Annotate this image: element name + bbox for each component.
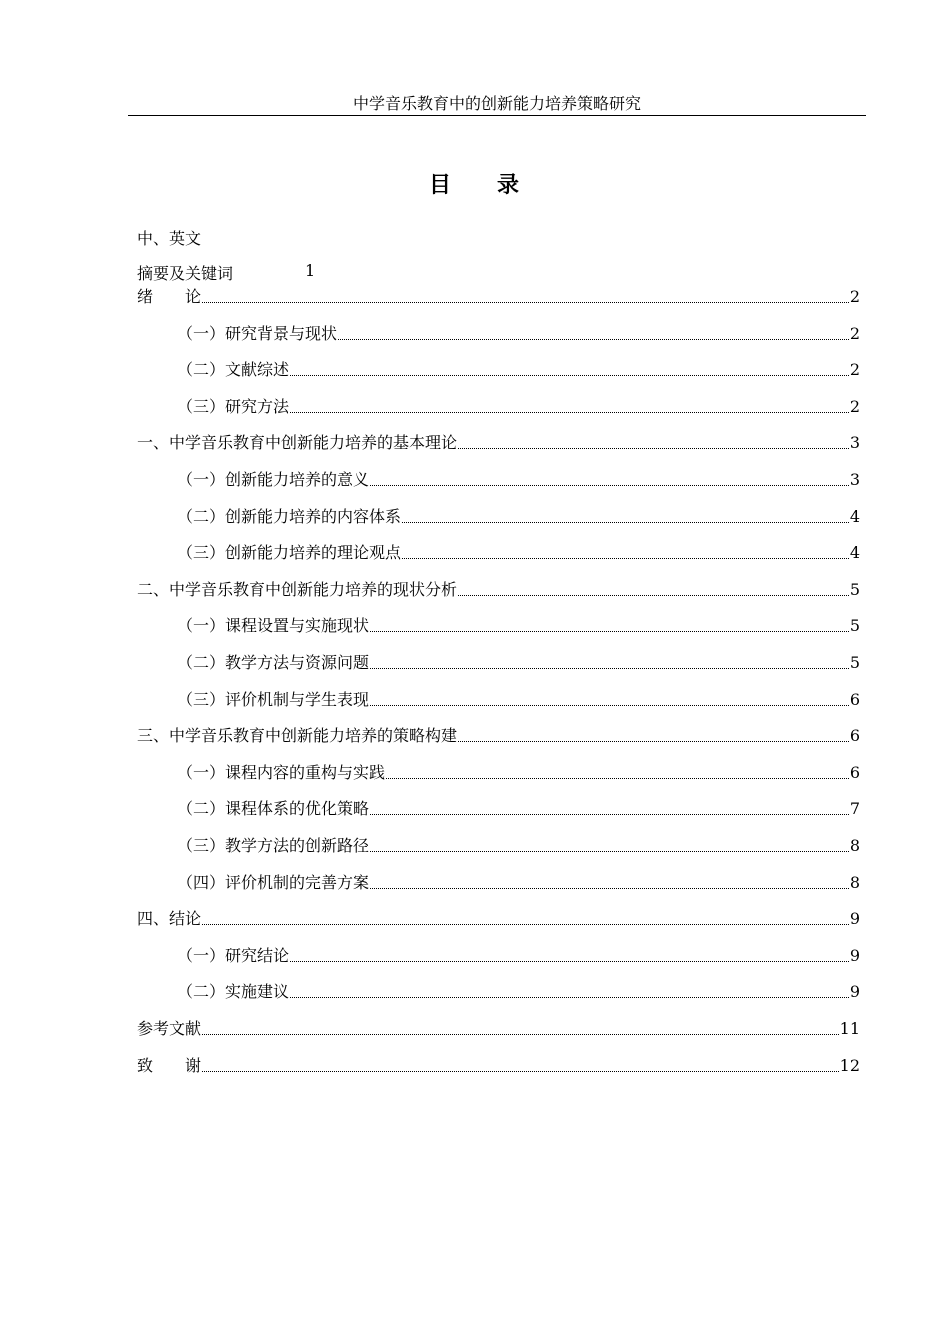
- toc-entry-page: 2: [849, 396, 860, 416]
- toc-entry[interactable]: [177, 762, 860, 784]
- toc-entry[interactable]: [177, 359, 860, 381]
- toc-entry[interactable]: [137, 1055, 860, 1077]
- toc-entry[interactable]: [137, 286, 860, 308]
- toc-entry-label: 一、中学音乐教育中创新能力培养的基本理论: [137, 433, 458, 453]
- toc-entry-page: 9: [849, 909, 860, 929]
- toc-entry-label: （二）文献综述: [177, 360, 290, 380]
- toc-entry[interactable]: [177, 323, 860, 345]
- toc-leader-dots: [370, 484, 849, 486]
- toc-leader-dots: [458, 447, 849, 449]
- toc-entry-page: 2: [849, 360, 860, 380]
- toc-entry-label: （二）实施建议: [177, 982, 290, 1002]
- toc-entry-label: 致 谢: [137, 1055, 202, 1075]
- toc-entry-label: （三）研究方法: [177, 396, 290, 416]
- toc-entry-label: （三）教学方法的创新路径: [177, 836, 370, 855]
- toc-leader-dots: [290, 411, 849, 413]
- toc-leader-dots: [202, 1033, 839, 1035]
- toc-entry-label: 参考文献: [137, 1019, 202, 1038]
- toc-entry-page: 9: [849, 945, 860, 965]
- toc-entry[interactable]: [177, 835, 860, 857]
- toc-entry[interactable]: [177, 396, 860, 418]
- toc-entry[interactable]: [177, 542, 860, 564]
- toc-leader-dots: [370, 630, 849, 632]
- toc-entry-label: （四）评价机制的完善方案: [177, 872, 370, 892]
- toc-entry-page: 6: [849, 689, 860, 709]
- toc-leader-dots: [370, 813, 849, 815]
- preamble-line-1: 中、英文: [137, 229, 202, 248]
- header-rule: [128, 115, 866, 116]
- toc-leader-dots: [458, 740, 849, 742]
- toc-leader-dots: [202, 301, 849, 303]
- toc-entry-label: （一）创新能力培养的意义: [177, 470, 370, 489]
- toc-leader-dots: [386, 777, 849, 779]
- toc-leader-dots: [402, 557, 849, 559]
- toc-entry[interactable]: [177, 469, 860, 491]
- toc-entry-page: 2: [849, 323, 860, 343]
- toc-entry-page: 6: [849, 726, 860, 746]
- toc-entry-page: 8: [849, 872, 860, 892]
- toc-leader-dots: [338, 338, 849, 340]
- toc-entry-label: （一）课程设置与实施现状: [177, 616, 370, 636]
- toc-entry-label: （二）教学方法与资源问题: [177, 653, 370, 672]
- toc-entry[interactable]: [177, 506, 860, 528]
- toc-entry-page: 2: [849, 287, 860, 306]
- toc-leader-dots: [290, 960, 849, 962]
- toc-title-left: 目: [428, 172, 453, 198]
- toc-leader-dots: [290, 374, 849, 376]
- toc-entry[interactable]: [177, 945, 860, 967]
- toc-title-right: 录: [497, 172, 522, 198]
- toc-leader-dots: [458, 594, 849, 596]
- toc-title: [0, 168, 950, 199]
- toc-entry[interactable]: [177, 689, 860, 711]
- toc-entry[interactable]: [177, 981, 860, 1003]
- toc-entry[interactable]: [137, 725, 860, 747]
- toc-entry[interactable]: [177, 652, 860, 674]
- toc-entry-label: 三、中学音乐教育中创新能力培养的策略构建: [137, 726, 458, 746]
- toc-entry-page: 4: [849, 543, 860, 563]
- toc-entry-page: 7: [849, 799, 860, 819]
- toc-entry-label: （二）创新能力培养的内容体系: [177, 506, 402, 526]
- toc-entry-label: 二、中学音乐教育中创新能力培养的现状分析: [137, 579, 458, 599]
- toc-entry-page: 5: [849, 616, 860, 636]
- toc-entry-label: （一）研究结论: [177, 945, 290, 965]
- toc-entry-label: 绪 论: [137, 287, 202, 306]
- toc-leader-dots: [202, 923, 849, 925]
- toc-entry-label: （三）评价机制与学生表现: [177, 689, 370, 709]
- toc-leader-dots: [370, 887, 849, 889]
- toc-leader-dots: [290, 996, 849, 998]
- toc-entry-label: （三）创新能力培养的理论观点: [177, 543, 402, 563]
- toc-entry[interactable]: [177, 615, 860, 637]
- toc-leader-dots: [202, 1070, 839, 1072]
- preamble-label: 摘要及关键词: [137, 264, 234, 283]
- toc-entry-page: 6: [849, 762, 860, 782]
- toc-entry-label: （一）研究背景与现状: [177, 323, 338, 343]
- toc-entry[interactable]: [177, 872, 860, 894]
- toc-entry[interactable]: [137, 1018, 860, 1040]
- toc-leader-dots: [402, 521, 849, 523]
- toc-entry-page: 8: [849, 836, 860, 855]
- toc-entry-label: （一）课程内容的重构与实践: [177, 762, 386, 782]
- toc-entry[interactable]: [137, 579, 860, 601]
- running-header: 中学音乐教育中的创新能力培养策略研究: [352, 94, 641, 113]
- toc-entry-page: 9: [849, 982, 860, 1002]
- toc-entry[interactable]: [137, 432, 860, 454]
- toc-entry-page: 5: [849, 653, 860, 672]
- toc-entry-page: 4: [849, 506, 860, 526]
- preamble-line-2: [137, 261, 316, 284]
- toc-entry[interactable]: [137, 908, 860, 930]
- toc-entry-page: 11: [839, 1019, 860, 1038]
- toc-entry-page: 3: [849, 433, 860, 453]
- toc-entry-label: （二）课程体系的优化策略: [177, 799, 370, 819]
- toc-leader-dots: [370, 704, 849, 706]
- toc-leader-dots: [370, 667, 849, 669]
- preamble-page: 1: [305, 261, 316, 280]
- toc-entry-page: 12: [839, 1055, 860, 1075]
- toc-entry-page: 3: [849, 470, 860, 489]
- toc-leader-dots: [370, 850, 849, 852]
- toc-entry-label: 四、结论: [137, 909, 202, 929]
- toc-entry[interactable]: [177, 798, 860, 820]
- toc-entry-page: 5: [849, 579, 860, 599]
